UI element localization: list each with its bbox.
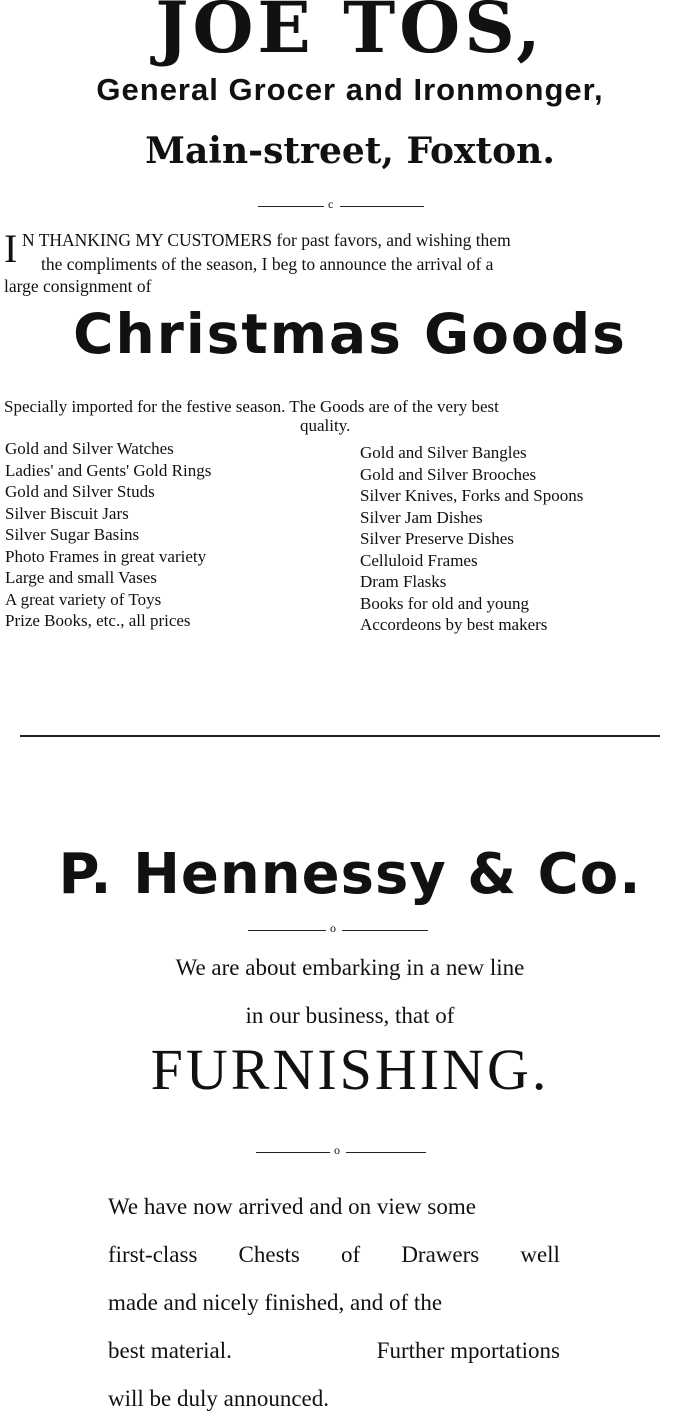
- drop-cap: I: [4, 226, 18, 271]
- word: well: [520, 1242, 560, 1267]
- list-item: Gold and Silver Bangles: [360, 443, 527, 462]
- list-item: Silver Sugar Basins: [5, 525, 140, 544]
- list-item: Gold and Silver Watches: [5, 439, 174, 458]
- section-divider-rule: [20, 735, 660, 737]
- joe-tos-name: JOE TOS,: [155, 0, 545, 69]
- intro-line-2: the compliments of the season, I beg to announce the arrival of a: [41, 254, 494, 274]
- list-item: Celluloid Frames: [360, 550, 478, 570]
- imported-line-end: quality.: [300, 416, 351, 435]
- list-item: A great variety of Toys: [5, 589, 162, 609]
- list-item: Gold and Silver Brooches: [360, 464, 537, 484]
- word: of: [341, 1242, 361, 1267]
- paragraph-line: [108, 1327, 560, 1375]
- list-item: Silver Preserve Dishes: [360, 529, 514, 548]
- list-item: Photo Frames in great variety: [5, 546, 207, 566]
- ornament-divider-1: c: [258, 200, 424, 212]
- paragraph-line: will be duly announced.: [108, 1386, 330, 1411]
- ornament-divider-3: o: [256, 1146, 426, 1158]
- word: Chests: [238, 1242, 300, 1267]
- paragraph-line: We have now arrived and on view some: [108, 1194, 476, 1219]
- word: first-class: [108, 1242, 198, 1267]
- intro-line-3: large consignment of: [4, 276, 152, 296]
- furnishing-paragraph: [108, 1183, 560, 1416]
- list-item: Gold and Silver Studs: [5, 482, 155, 501]
- word: Drawers: [401, 1242, 480, 1267]
- hennessy-name: P. Hennessy & Co.: [58, 842, 642, 907]
- hennessy-intro-line-1: We are about embarking in a new line: [175, 955, 525, 980]
- list-item: Large and small Vases: [5, 568, 157, 587]
- list-item: Ladies' and Gents' Gold Rings: [5, 460, 212, 480]
- joe-tos-address: Main-street, Foxton.: [145, 130, 555, 172]
- paragraph-line: [108, 1231, 560, 1279]
- christmas-goods-headline: Christmas Goods: [73, 302, 627, 366]
- goods-list-left: [5, 438, 211, 632]
- imported-line: Specially imported for the festive season. The Goods are of the very best: [4, 397, 499, 416]
- intro-line-1: N THANKING MY CUSTOMERS for past favors, and wishing them: [22, 230, 511, 250]
- furnishing-headline: FURNISHING.: [150, 1037, 550, 1102]
- paragraph-line: made and nicely finished, and of the: [108, 1290, 443, 1315]
- hennessy-intro-line-2: in our business, that of: [245, 1003, 455, 1028]
- list-item: Silver Biscuit Jars: [5, 503, 129, 523]
- list-item: Accordeons by best makers: [360, 615, 548, 634]
- list-item: Prize Books, etc., all prices: [5, 611, 191, 630]
- goods-list-right: [360, 442, 583, 636]
- joe-tos-business: General Grocer and Ironmonger,: [96, 72, 604, 107]
- word: Further mportations: [376, 1338, 560, 1363]
- list-item: Dram Flasks: [360, 572, 447, 591]
- list-item: Silver Jam Dishes: [360, 507, 483, 527]
- word: best material.: [108, 1338, 232, 1363]
- ornament-divider-2: o: [248, 924, 428, 936]
- list-item: Silver Knives, Forks and Spoons: [360, 486, 584, 505]
- list-item: Books for old and young: [360, 593, 530, 613]
